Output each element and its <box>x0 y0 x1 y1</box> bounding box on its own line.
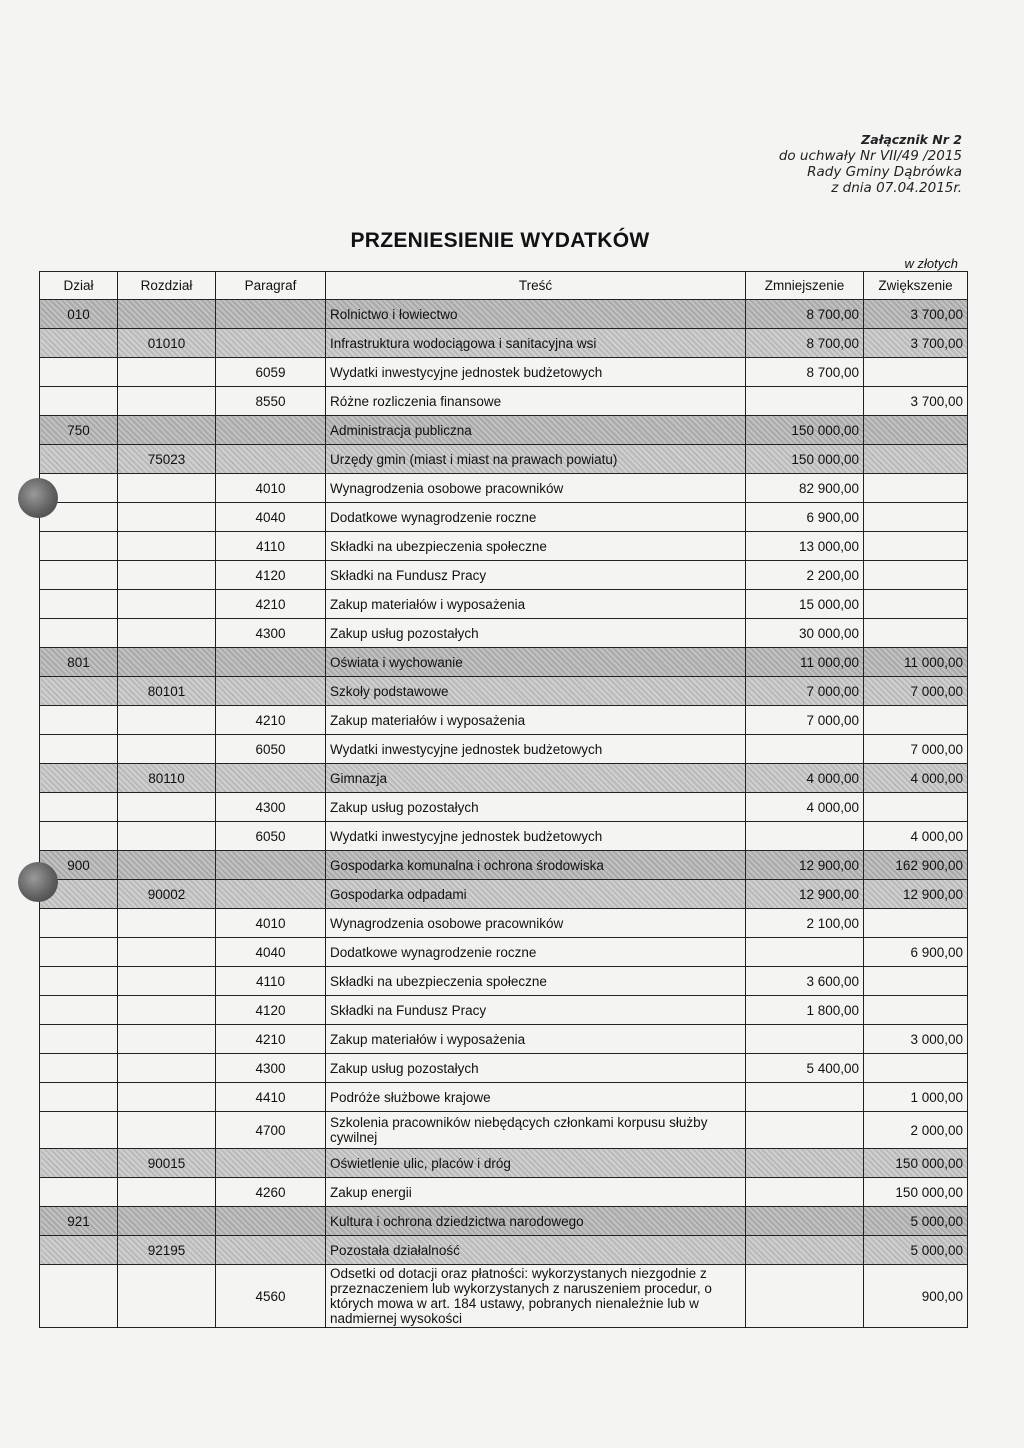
cell-tresc: Podróże służbowe krajowe <box>326 1083 746 1112</box>
cell-dzial <box>40 1178 118 1207</box>
cell-rozdzial <box>118 1178 216 1207</box>
cell-paragraf: 4210 <box>216 1025 326 1054</box>
binder-hole-icon <box>18 862 58 902</box>
cell-zwiekszenie: 162 900,00 <box>864 851 968 880</box>
cell-zmniejszenie <box>746 1112 864 1149</box>
cell-dzial: 801 <box>40 648 118 677</box>
cell-dzial <box>40 793 118 822</box>
cell-zwiekszenie: 900,00 <box>864 1265 968 1328</box>
cell-rozdzial <box>118 387 216 416</box>
cell-paragraf: 4410 <box>216 1083 326 1112</box>
annex-line-2: do uchwały Nr VII/49 /2015 <box>778 148 962 164</box>
cell-dzial <box>40 358 118 387</box>
cell-zwiekszenie <box>864 358 968 387</box>
cell-paragraf: 4300 <box>216 793 326 822</box>
cell-paragraf <box>216 1149 326 1178</box>
annex-line-3: Rady Gminy Dąbrówka <box>807 164 962 180</box>
cell-paragraf: 4010 <box>216 909 326 938</box>
cell-tresc: Wynagrodzenia osobowe pracowników <box>326 474 746 503</box>
table-row <box>40 822 968 851</box>
cell-zmniejszenie: 11 000,00 <box>746 648 864 677</box>
cell-zwiekszenie <box>864 706 968 735</box>
cell-zmniejszenie: 3 600,00 <box>746 967 864 996</box>
cell-paragraf: 4110 <box>216 532 326 561</box>
cell-rozdzial <box>118 735 216 764</box>
cell-zmniejszenie: 30 000,00 <box>746 619 864 648</box>
cell-tresc: Zakup energii <box>326 1178 746 1207</box>
cell-zmniejszenie <box>746 822 864 851</box>
cell-zwiekszenie <box>864 474 968 503</box>
header-rozdzial: Rozdział <box>118 272 216 300</box>
cell-zmniejszenie: 13 000,00 <box>746 532 864 561</box>
table-row <box>40 793 968 822</box>
cell-paragraf: 4110 <box>216 967 326 996</box>
cell-rozdzial <box>118 1083 216 1112</box>
table-row <box>40 358 968 387</box>
table-row <box>40 1149 968 1178</box>
cell-dzial: 750 <box>40 416 118 445</box>
cell-zwiekszenie: 4 000,00 <box>864 822 968 851</box>
cell-rozdzial <box>118 938 216 967</box>
cell-tresc: Szkoły podstawowe <box>326 677 746 706</box>
cell-zmniejszenie: 2 100,00 <box>746 909 864 938</box>
cell-tresc: Składki na Fundusz Pracy <box>326 561 746 590</box>
cell-tresc: Gimnazja <box>326 764 746 793</box>
table-row <box>40 474 968 503</box>
cell-rozdzial <box>118 706 216 735</box>
cell-zmniejszenie: 12 900,00 <box>746 880 864 909</box>
cell-paragraf <box>216 1207 326 1236</box>
table-row <box>40 1236 968 1265</box>
cell-tresc: Odsetki od dotacji oraz płatności: wykorzystanych niezgodnie z przeznaczeniem lub wykorzystanych z naruszeniem procedur, o których mowa w art. 184 ustawy, pobranych nienależnie lub w nadmiernej wysokości <box>326 1265 746 1328</box>
table-row <box>40 706 968 735</box>
cell-zwiekszenie: 7 000,00 <box>864 677 968 706</box>
cell-rozdzial <box>118 909 216 938</box>
header-dzial: Dział <box>40 272 118 300</box>
header-zwiekszenie: Zwiększenie <box>864 272 968 300</box>
cell-zmniejszenie: 8 700,00 <box>746 300 864 329</box>
cell-tresc: Zakup materiałów i wyposażenia <box>326 706 746 735</box>
cell-dzial <box>40 619 118 648</box>
cell-zwiekszenie <box>864 1054 968 1083</box>
cell-zmniejszenie: 6 900,00 <box>746 503 864 532</box>
cell-zwiekszenie: 12 900,00 <box>864 880 968 909</box>
table-row <box>40 851 968 880</box>
cell-tresc: Szkolenia pracowników niebędących członkami korpusu służby cywilnej <box>326 1112 746 1149</box>
budget-table <box>39 271 968 1328</box>
cell-rozdzial <box>118 851 216 880</box>
budget-table-wrapper <box>39 271 967 1328</box>
cell-tresc: Składki na ubezpieczenia społeczne <box>326 967 746 996</box>
cell-zmniejszenie: 4 000,00 <box>746 793 864 822</box>
table-row <box>40 1178 968 1207</box>
cell-dzial <box>40 590 118 619</box>
cell-dzial <box>40 1265 118 1328</box>
cell-rozdzial <box>118 967 216 996</box>
table-row <box>40 503 968 532</box>
cell-tresc: Kultura i ochrona dziedzictwa narodowego <box>326 1207 746 1236</box>
cell-dzial <box>40 1025 118 1054</box>
binder-hole-icon <box>18 478 58 518</box>
cell-rozdzial <box>118 1112 216 1149</box>
cell-paragraf: 4210 <box>216 706 326 735</box>
cell-zwiekszenie: 6 900,00 <box>864 938 968 967</box>
cell-tresc: Urzędy gmin (miast i miast na prawach powiatu) <box>326 445 746 474</box>
cell-dzial <box>40 561 118 590</box>
cell-zwiekszenie: 2 000,00 <box>864 1112 968 1149</box>
cell-zwiekszenie <box>864 967 968 996</box>
cell-zmniejszenie: 15 000,00 <box>746 590 864 619</box>
cell-zwiekszenie <box>864 532 968 561</box>
cell-zmniejszenie: 5 400,00 <box>746 1054 864 1083</box>
table-row <box>40 1083 968 1112</box>
table-row <box>40 416 968 445</box>
cell-zmniejszenie <box>746 938 864 967</box>
cell-zwiekszenie: 3 700,00 <box>864 387 968 416</box>
cell-rozdzial <box>118 793 216 822</box>
table-row <box>40 300 968 329</box>
currency-unit: w złotych <box>904 256 958 271</box>
cell-zmniejszenie: 7 000,00 <box>746 706 864 735</box>
cell-zwiekszenie: 3 700,00 <box>864 329 968 358</box>
cell-dzial <box>40 938 118 967</box>
cell-zmniejszenie <box>746 1025 864 1054</box>
cell-tresc: Zakup usług pozostałych <box>326 793 746 822</box>
cell-rozdzial: 92195 <box>118 1236 216 1265</box>
cell-zwiekszenie: 3 700,00 <box>864 300 968 329</box>
cell-zwiekszenie: 150 000,00 <box>864 1149 968 1178</box>
cell-zmniejszenie: 2 200,00 <box>746 561 864 590</box>
cell-paragraf <box>216 851 326 880</box>
table-row <box>40 880 968 909</box>
cell-zwiekszenie: 5 000,00 <box>864 1236 968 1265</box>
cell-zmniejszenie <box>746 1178 864 1207</box>
cell-tresc: Administracja publiczna <box>326 416 746 445</box>
table-row <box>40 677 968 706</box>
cell-rozdzial <box>118 1265 216 1328</box>
annex-line-4: z dnia 07.04.2015r. <box>831 180 962 196</box>
header-tresc: Treść <box>326 272 746 300</box>
cell-paragraf <box>216 648 326 677</box>
cell-tresc: Składki na Fundusz Pracy <box>326 996 746 1025</box>
document-title: PRZENIESIENIE WYDATKÓW <box>350 229 650 252</box>
cell-zwiekszenie: 3 000,00 <box>864 1025 968 1054</box>
cell-dzial <box>40 1236 118 1265</box>
cell-rozdzial <box>118 619 216 648</box>
cell-paragraf: 6059 <box>216 358 326 387</box>
header-paragraf: Paragraf <box>216 272 326 300</box>
cell-zwiekszenie <box>864 793 968 822</box>
cell-rozdzial <box>118 474 216 503</box>
cell-zmniejszenie: 1 800,00 <box>746 996 864 1025</box>
table-row <box>40 619 968 648</box>
cell-zwiekszenie: 1 000,00 <box>864 1083 968 1112</box>
cell-rozdzial: 90002 <box>118 880 216 909</box>
cell-paragraf: 6050 <box>216 822 326 851</box>
cell-zwiekszenie: 11 000,00 <box>864 648 968 677</box>
cell-dzial <box>40 967 118 996</box>
table-row <box>40 561 968 590</box>
cell-paragraf: 4300 <box>216 619 326 648</box>
table-body <box>40 300 968 1328</box>
cell-paragraf: 4040 <box>216 503 326 532</box>
cell-zwiekszenie <box>864 619 968 648</box>
annex-line-1: Załącznik Nr 2 <box>861 132 962 147</box>
table-row <box>40 445 968 474</box>
cell-dzial <box>40 1054 118 1083</box>
cell-zmniejszenie <box>746 735 864 764</box>
cell-tresc: Dodatkowe wynagrodzenie roczne <box>326 938 746 967</box>
cell-zmniejszenie <box>746 1265 864 1328</box>
cell-paragraf <box>216 445 326 474</box>
cell-rozdzial <box>118 1025 216 1054</box>
cell-zwiekszenie: 7 000,00 <box>864 735 968 764</box>
cell-dzial: 921 <box>40 1207 118 1236</box>
table-row <box>40 909 968 938</box>
cell-tresc: Zakup materiałów i wyposażenia <box>326 1025 746 1054</box>
cell-paragraf <box>216 677 326 706</box>
cell-paragraf: 8550 <box>216 387 326 416</box>
cell-paragraf: 4300 <box>216 1054 326 1083</box>
cell-zwiekszenie <box>864 416 968 445</box>
table-row <box>40 1112 968 1149</box>
cell-dzial <box>40 677 118 706</box>
table-row <box>40 967 968 996</box>
cell-dzial <box>40 1112 118 1149</box>
cell-rozdzial <box>118 416 216 445</box>
table-row <box>40 996 968 1025</box>
cell-tresc: Wydatki inwestycyjne jednostek budżetowych <box>326 358 746 387</box>
cell-zwiekszenie <box>864 445 968 474</box>
cell-tresc: Zakup usług pozostałych <box>326 1054 746 1083</box>
cell-dzial <box>40 996 118 1025</box>
cell-rozdzial <box>118 561 216 590</box>
cell-dzial: 010 <box>40 300 118 329</box>
cell-zwiekszenie: 5 000,00 <box>864 1207 968 1236</box>
cell-dzial <box>40 822 118 851</box>
cell-dzial <box>40 532 118 561</box>
table-row <box>40 764 968 793</box>
cell-tresc: Dodatkowe wynagrodzenie roczne <box>326 503 746 532</box>
cell-paragraf <box>216 329 326 358</box>
cell-paragraf: 4560 <box>216 1265 326 1328</box>
cell-paragraf <box>216 300 326 329</box>
cell-zwiekszenie: 4 000,00 <box>864 764 968 793</box>
cell-dzial <box>40 445 118 474</box>
cell-zmniejszenie: 8 700,00 <box>746 329 864 358</box>
cell-paragraf <box>216 416 326 445</box>
cell-dzial <box>40 329 118 358</box>
cell-paragraf: 4700 <box>216 1112 326 1149</box>
table-row <box>40 1054 968 1083</box>
cell-tresc: Wydatki inwestycyjne jednostek budżetowych <box>326 822 746 851</box>
cell-rozdzial: 80110 <box>118 764 216 793</box>
cell-zmniejszenie <box>746 1207 864 1236</box>
cell-tresc: Zakup materiałów i wyposażenia <box>326 590 746 619</box>
cell-paragraf: 4120 <box>216 561 326 590</box>
cell-paragraf: 6050 <box>216 735 326 764</box>
cell-zwiekszenie <box>864 996 968 1025</box>
table-row <box>40 387 968 416</box>
cell-zmniejszenie <box>746 387 864 416</box>
cell-dzial <box>40 1149 118 1178</box>
cell-rozdzial: 01010 <box>118 329 216 358</box>
table-row <box>40 329 968 358</box>
table-row <box>40 648 968 677</box>
cell-dzial <box>40 735 118 764</box>
table-row <box>40 735 968 764</box>
cell-tresc: Pozostała działalność <box>326 1236 746 1265</box>
cell-paragraf <box>216 880 326 909</box>
table-row <box>40 590 968 619</box>
cell-rozdzial <box>118 1054 216 1083</box>
cell-zmniejszenie: 4 000,00 <box>746 764 864 793</box>
cell-zmniejszenie <box>746 1149 864 1178</box>
cell-paragraf: 4210 <box>216 590 326 619</box>
cell-rozdzial: 80101 <box>118 677 216 706</box>
cell-zmniejszenie: 150 000,00 <box>746 416 864 445</box>
cell-dzial <box>40 706 118 735</box>
cell-zwiekszenie <box>864 561 968 590</box>
table-row <box>40 1265 968 1328</box>
cell-rozdzial <box>118 590 216 619</box>
cell-tresc: Oświetlenie ulic, placów i dróg <box>326 1149 746 1178</box>
cell-tresc: Infrastruktura wodociągowa i sanitacyjna wsi <box>326 329 746 358</box>
cell-tresc: Zakup usług pozostałych <box>326 619 746 648</box>
cell-zwiekszenie: 150 000,00 <box>864 1178 968 1207</box>
cell-rozdzial <box>118 648 216 677</box>
cell-rozdzial: 90015 <box>118 1149 216 1178</box>
cell-tresc: Wynagrodzenia osobowe pracowników <box>326 909 746 938</box>
cell-zmniejszenie: 82 900,00 <box>746 474 864 503</box>
cell-paragraf: 4010 <box>216 474 326 503</box>
cell-zmniejszenie <box>746 1236 864 1265</box>
cell-rozdzial <box>118 358 216 387</box>
cell-dzial: 900 <box>40 851 118 880</box>
cell-zmniejszenie: 12 900,00 <box>746 851 864 880</box>
cell-rozdzial <box>118 1207 216 1236</box>
cell-zmniejszenie: 150 000,00 <box>746 445 864 474</box>
cell-tresc: Różne rozliczenia finansowe <box>326 387 746 416</box>
cell-tresc: Wydatki inwestycyjne jednostek budżetowych <box>326 735 746 764</box>
cell-paragraf <box>216 764 326 793</box>
cell-zwiekszenie <box>864 909 968 938</box>
cell-dzial <box>40 909 118 938</box>
table-row <box>40 1025 968 1054</box>
cell-zmniejszenie: 8 700,00 <box>746 358 864 387</box>
cell-tresc: Gospodarka odpadami <box>326 880 746 909</box>
cell-zmniejszenie: 7 000,00 <box>746 677 864 706</box>
cell-zwiekszenie <box>864 503 968 532</box>
cell-rozdzial <box>118 532 216 561</box>
cell-tresc: Rolnictwo i łowiectwo <box>326 300 746 329</box>
cell-dzial <box>40 764 118 793</box>
table-row <box>40 1207 968 1236</box>
cell-tresc: Składki na ubezpieczenia społeczne <box>326 532 746 561</box>
cell-rozdzial: 75023 <box>118 445 216 474</box>
cell-rozdzial <box>118 503 216 532</box>
cell-tresc: Gospodarka komunalna i ochrona środowiska <box>326 851 746 880</box>
cell-paragraf: 4260 <box>216 1178 326 1207</box>
table-header-row <box>40 272 968 300</box>
cell-paragraf: 4120 <box>216 996 326 1025</box>
cell-zmniejszenie <box>746 1083 864 1112</box>
header-zmniejszenie: Zmniejszenie <box>746 272 864 300</box>
cell-paragraf: 4040 <box>216 938 326 967</box>
cell-tresc: Oświata i wychowanie <box>326 648 746 677</box>
cell-zwiekszenie <box>864 590 968 619</box>
cell-rozdzial <box>118 300 216 329</box>
table-row <box>40 938 968 967</box>
annex-note <box>779 132 962 196</box>
cell-dzial <box>40 1083 118 1112</box>
cell-paragraf <box>216 1236 326 1265</box>
cell-rozdzial <box>118 822 216 851</box>
cell-rozdzial <box>118 996 216 1025</box>
cell-dzial <box>40 387 118 416</box>
table-row <box>40 532 968 561</box>
